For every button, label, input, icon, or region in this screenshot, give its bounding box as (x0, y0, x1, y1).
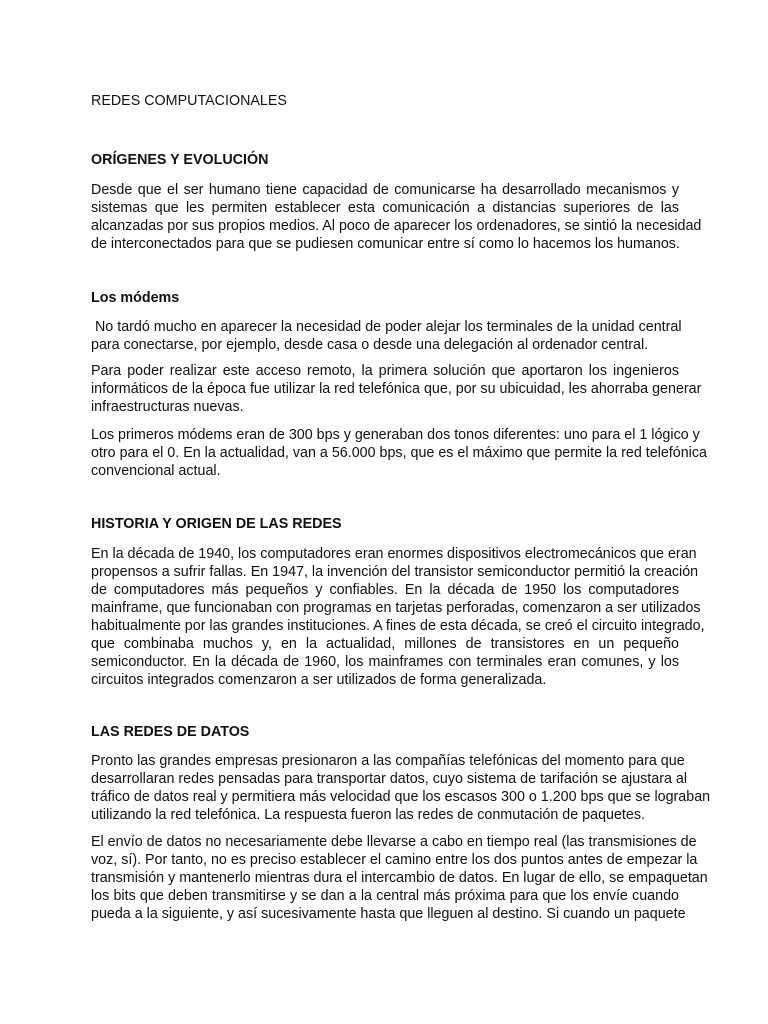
paragraph (91, 752, 711, 824)
paragraph (91, 362, 702, 416)
paragraph-line: informáticos de la época fue utilizar la red telefónica que, por su ubicuidad, les ahorraba generar (91, 381, 702, 397)
paragraph (91, 545, 705, 689)
paragraph-line: de interconectados para que se pudiesen comunicar entre sí como lo hacemos los humanos. (91, 236, 680, 252)
paragraph-line: En la década de 1940, los computadores eran enormes dispositivos electromecánicos que eran (91, 546, 697, 562)
paragraph-line: transmisión y mantenerlo mientras dura el intercambio de datos. En lugar de ello, se empaquetan (91, 870, 708, 886)
paragraph-line: para conectarse, por ejemplo, desde casa o desde una delegación al ordenador central. (91, 337, 649, 353)
paragraph-line: propensos a sufrir fallas. En 1947, la invención del transistor semiconductor permitió la creación (91, 564, 699, 580)
paragraph-line: circuitos integrados comenzaron a ser utilizados de forma generalizada. (91, 672, 547, 688)
paragraph-line: de computadores más pequeños y confiables. En la década de 1950 los computadores (91, 582, 679, 598)
paragraph-line: los bits que deben transmitirse y se dan a la central más próxima para que los envíe cuando (91, 888, 679, 904)
paragraph-line: utilizando la red telefónica. La respuesta fueron las redes de conmutación de paquetes. (91, 807, 645, 823)
paragraph-line: alcanzadas por sus propios medios. Al poco de aparecer los ordenadores, se sintió la necesidad (91, 218, 702, 234)
paragraph-line: tráfico de datos real y permitiera más velocidad que los escasos 300 o 1.200 bps que se lograban (91, 789, 711, 805)
paragraph (91, 426, 707, 480)
paragraph-line: Los primeros módems eran de 300 bps y generaban dos tonos diferentes: uno para el 1 lógico y (91, 427, 700, 443)
paragraph-line: Desde que el ser humano tiene capacidad de comunicarse ha desarrollado mecanismos y (91, 182, 679, 198)
paragraph (91, 833, 708, 923)
paragraph (91, 181, 702, 253)
paragraph-line: habitualmente por las grandes instituciones. A fines de esta década, se creó el circuito integrado, (91, 618, 705, 634)
paragraph-line: semiconductor. En la década de 1960, los mainframes con terminales eran comunes, y los (91, 654, 679, 670)
section-heading-origenes: ORÍGENES Y EVOLUCIÓN (91, 152, 269, 168)
section-heading-redes-datos: LAS REDES DE DATOS (91, 724, 250, 740)
paragraph (91, 318, 682, 354)
paragraph-line: mainframe, que funcionaban con programas en tarjetas perforadas, comenzaron a ser utilizados (91, 600, 701, 616)
paragraph-line: No tardó mucho en aparecer la necesidad de poder alejar los terminales de la unidad central (91, 319, 682, 335)
paragraph-line: El envío de datos no necesariamente debe llevarse a cabo en tiempo real (las transmisiones de (91, 834, 697, 850)
paragraph-line: otro para el 0. En la actualidad, van a 56.000 bps, que es el máximo que permite la red telefónica (91, 445, 707, 461)
section-heading-historia: HISTORIA Y ORIGEN DE LAS REDES (91, 516, 342, 532)
paragraph-line: pueda a la siguiente, y así sucesivamente hasta que lleguen al destino. Si cuando un paquete (91, 906, 686, 922)
document-title: REDES COMPUTACIONALES (91, 93, 287, 109)
paragraph-line: voz, sí). Por tanto, no es preciso establecer el camino entre los dos puntos antes de empezar la (91, 852, 698, 868)
paragraph-line: que combinaba muchos y, en la actualidad, millones de transistores en un pequeño (91, 636, 679, 652)
paragraph-line: Pronto las grandes empresas presionaron a las compañías telefónicas del momento para que (91, 753, 685, 769)
paragraph-line: infraestructuras nuevas. (91, 399, 244, 415)
paragraph-line: Para poder realizar este acceso remoto, la primera solución que aportaron los ingenieros (91, 363, 679, 379)
paragraph-line: convencional actual. (91, 463, 221, 479)
section-heading-modems: Los módems (91, 290, 180, 306)
paragraph-line: desarrollaran redes pensadas para transportar datos, cuyo sistema de tarifación se ajustara al (91, 771, 688, 787)
paragraph-line: sistemas que les permiten establecer esta comunicación a distancias superiores de las (91, 200, 679, 216)
